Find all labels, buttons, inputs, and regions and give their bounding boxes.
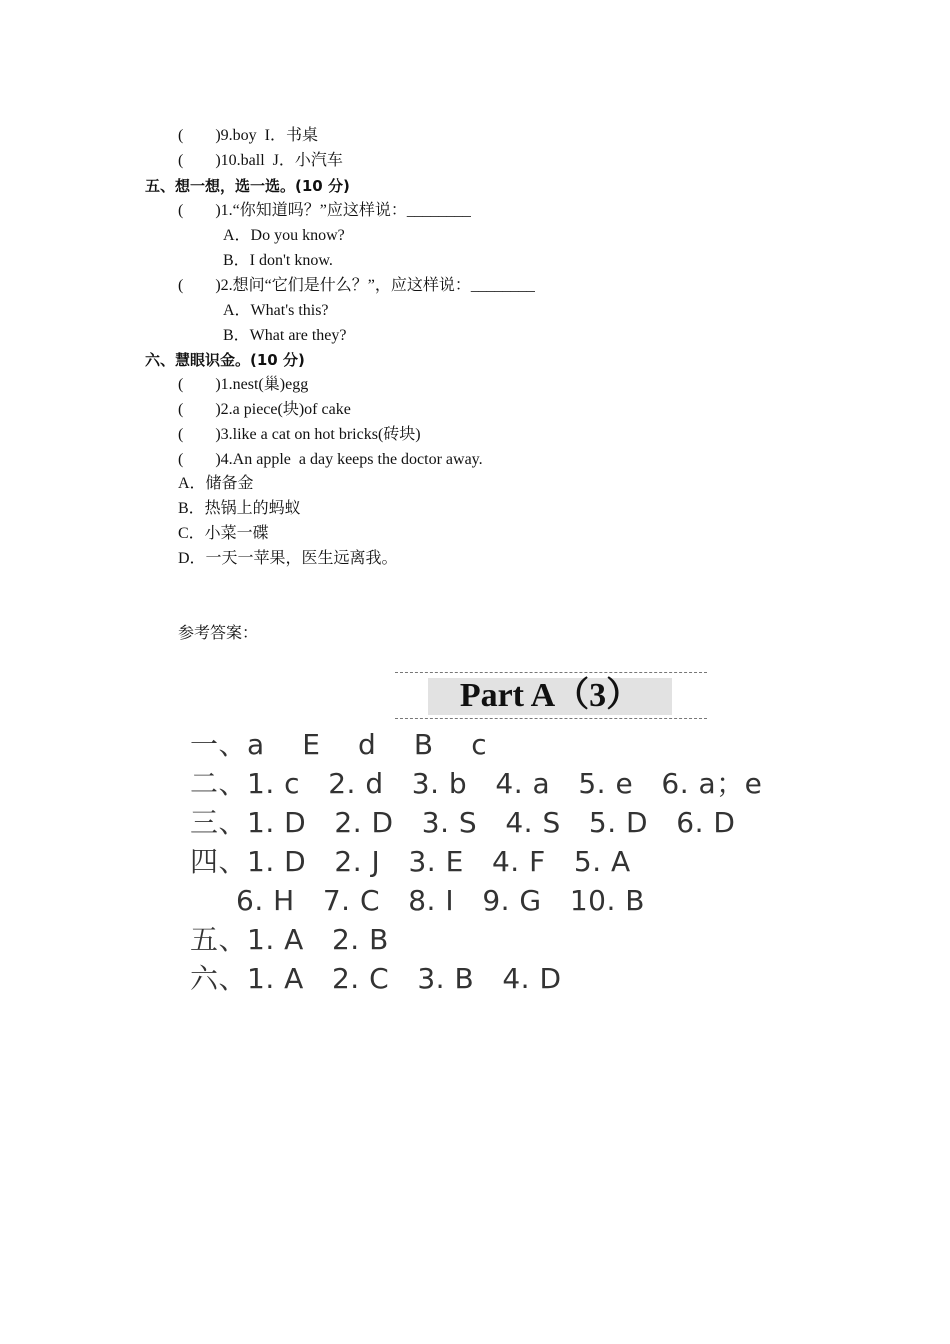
answer-key-label: 参考答案： (178, 625, 259, 642)
answer-key-image (180, 666, 763, 1006)
question-line-10: ( )10.ball J．小汽车 (178, 152, 343, 169)
section-6-question-2: ( )2.a piece(块)of cake (178, 401, 351, 418)
answer-row-2: 二、1. c 2. d 3. b 4. a 5. e 6. a；e (190, 767, 763, 800)
section-5-q1-option-b: B．I don't know. (223, 252, 333, 269)
section-5-q2-option-a: A．What's this? (223, 302, 329, 319)
section-6-heading: 六、慧眼识金。(10 分) (145, 351, 305, 369)
answer-row-1: 一、a E d B c (190, 728, 488, 761)
section-5-heading: 五、想一想，选一选。(10 分) (145, 177, 350, 195)
answer-row-6: 六、1. A 2. C 3. B 4. D (190, 962, 562, 995)
section-6-option-b: B．热锅上的蚂蚁 (178, 500, 301, 517)
section-5-q1-option-a: A．Do you know? (223, 227, 345, 244)
question-line-9: ( )9.boy I．书桌 (178, 127, 318, 144)
section-6-question-1: ( )1.nest(巢)egg (178, 376, 309, 393)
answer-row-5: 五、1. A 2. B (190, 923, 389, 956)
answer-row-4: 四、1. D 2. J 3. E 4. F 5. A (190, 845, 631, 878)
top-dashed-rule (395, 672, 707, 673)
answer-row-4-continued: 6. H 7. C 8. I 9. G 10. B (236, 884, 645, 917)
bottom-dashed-rule (395, 718, 707, 719)
section-5-question-1: ( )1.“你知道吗？”应这样说：________ (178, 202, 471, 219)
section-6-question-4: ( )4.An apple a day keeps the doctor away. (178, 451, 483, 468)
section-6-question-3: ( )3.like a cat on hot bricks(砖块) (178, 426, 421, 443)
section-5-q2-option-b: B．What are they? (223, 327, 347, 344)
section-6-option-d: D．一天一苹果，医生远离我。 (178, 550, 398, 567)
answer-title: Part A（3） (459, 677, 641, 714)
answer-row-3: 三、1. D 2. D 3. S 4. S 5. D 6. D (190, 806, 736, 839)
section-6-option-c: C．小菜一碟 (178, 525, 269, 542)
section-6-option-a: A．储备金 (178, 475, 254, 492)
section-5-question-2: ( )2.想问“它们是什么？”，应这样说：________ (178, 277, 535, 294)
